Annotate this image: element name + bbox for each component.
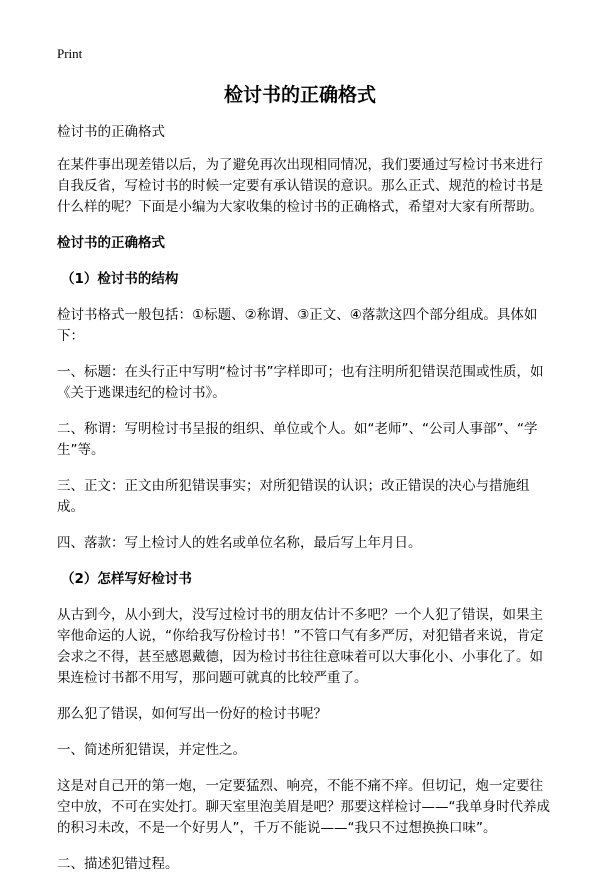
paragraph: 一、标题：在头行正中写明“检讨书”字样即可；也有注明所犯错误范围或性质，如《关于逃课违纪的检讨书》。 xyxy=(57,364,544,401)
paragraph: 三、正文：正文由所犯错误事实；对所犯错误的认识；改正错误的决心与措施组成。 xyxy=(57,478,530,515)
part2-heading: （2）怎样写好检讨书 xyxy=(61,571,192,587)
intro-paragraph: 在某件事出现差错以后，为了避免再次出现相同情况，我们要通过写检讨书来进行自我反省，写检讨书的时候一定要有承认错误的意识。那么正式、规范的检讨书是什么样的呢？下面是小编为大家收集的检讨书的正确格式，希望对大家有所帮助。 xyxy=(57,157,543,215)
part1-heading: （1）检讨书的结构 xyxy=(61,271,179,287)
page-title: 检讨书的正确格式 xyxy=(223,84,376,106)
paragraph: 二、称谓：写明检讨书呈报的组织、单位或个人。如“老师”、“公司人事部”、“学生”等。 xyxy=(57,421,538,458)
paragraph: 四、落款：写上检讨人的姓名或单位名称，最后写上年月日。 xyxy=(57,535,422,551)
doc-subtitle: 检讨书的正确格式 xyxy=(57,124,165,140)
print-link[interactable]: Print xyxy=(57,46,83,61)
paragraph: 从古到今，从小到大，没写过检讨书的朋友估计不多吧？一个人犯了错误，如果主宰他命运的人说，“你给我写份检讨书！”不管口气有多严厉，对犯错者来说，肯定会求之不得，甚至感恩戴德，因为检讨书往往意味着可以大事化小、小事化了。如果连检讨书都不用写，那问题可就真的比较严重了。 xyxy=(57,607,544,686)
paragraph: 检讨书格式一般包括：①标题、②称谓、③正文、④落款这四个部分组成。具体如下： xyxy=(57,307,538,344)
article-body xyxy=(57,122,550,890)
paragraph: 这是对自己开的第一炮，一定要猛烈、响亮，不能不痛不痒。但切记，炮一定要往空中放，不可在实处打。聊天室里泡美眉是吧？那要这样检讨——“我单身时代养成的积习未改，不是一个好男人”，千万不能说——“我只不过想换换口味”。 xyxy=(57,778,550,836)
section-heading: 检讨书的正确格式 xyxy=(57,235,165,251)
paragraph: 那么犯了错误，如何写出一份好的检讨书呢？ xyxy=(57,706,327,722)
paragraph: 二、描述犯错过程。 xyxy=(57,856,179,872)
paragraph: 一、简述所犯错误，并定性之。 xyxy=(57,742,246,758)
